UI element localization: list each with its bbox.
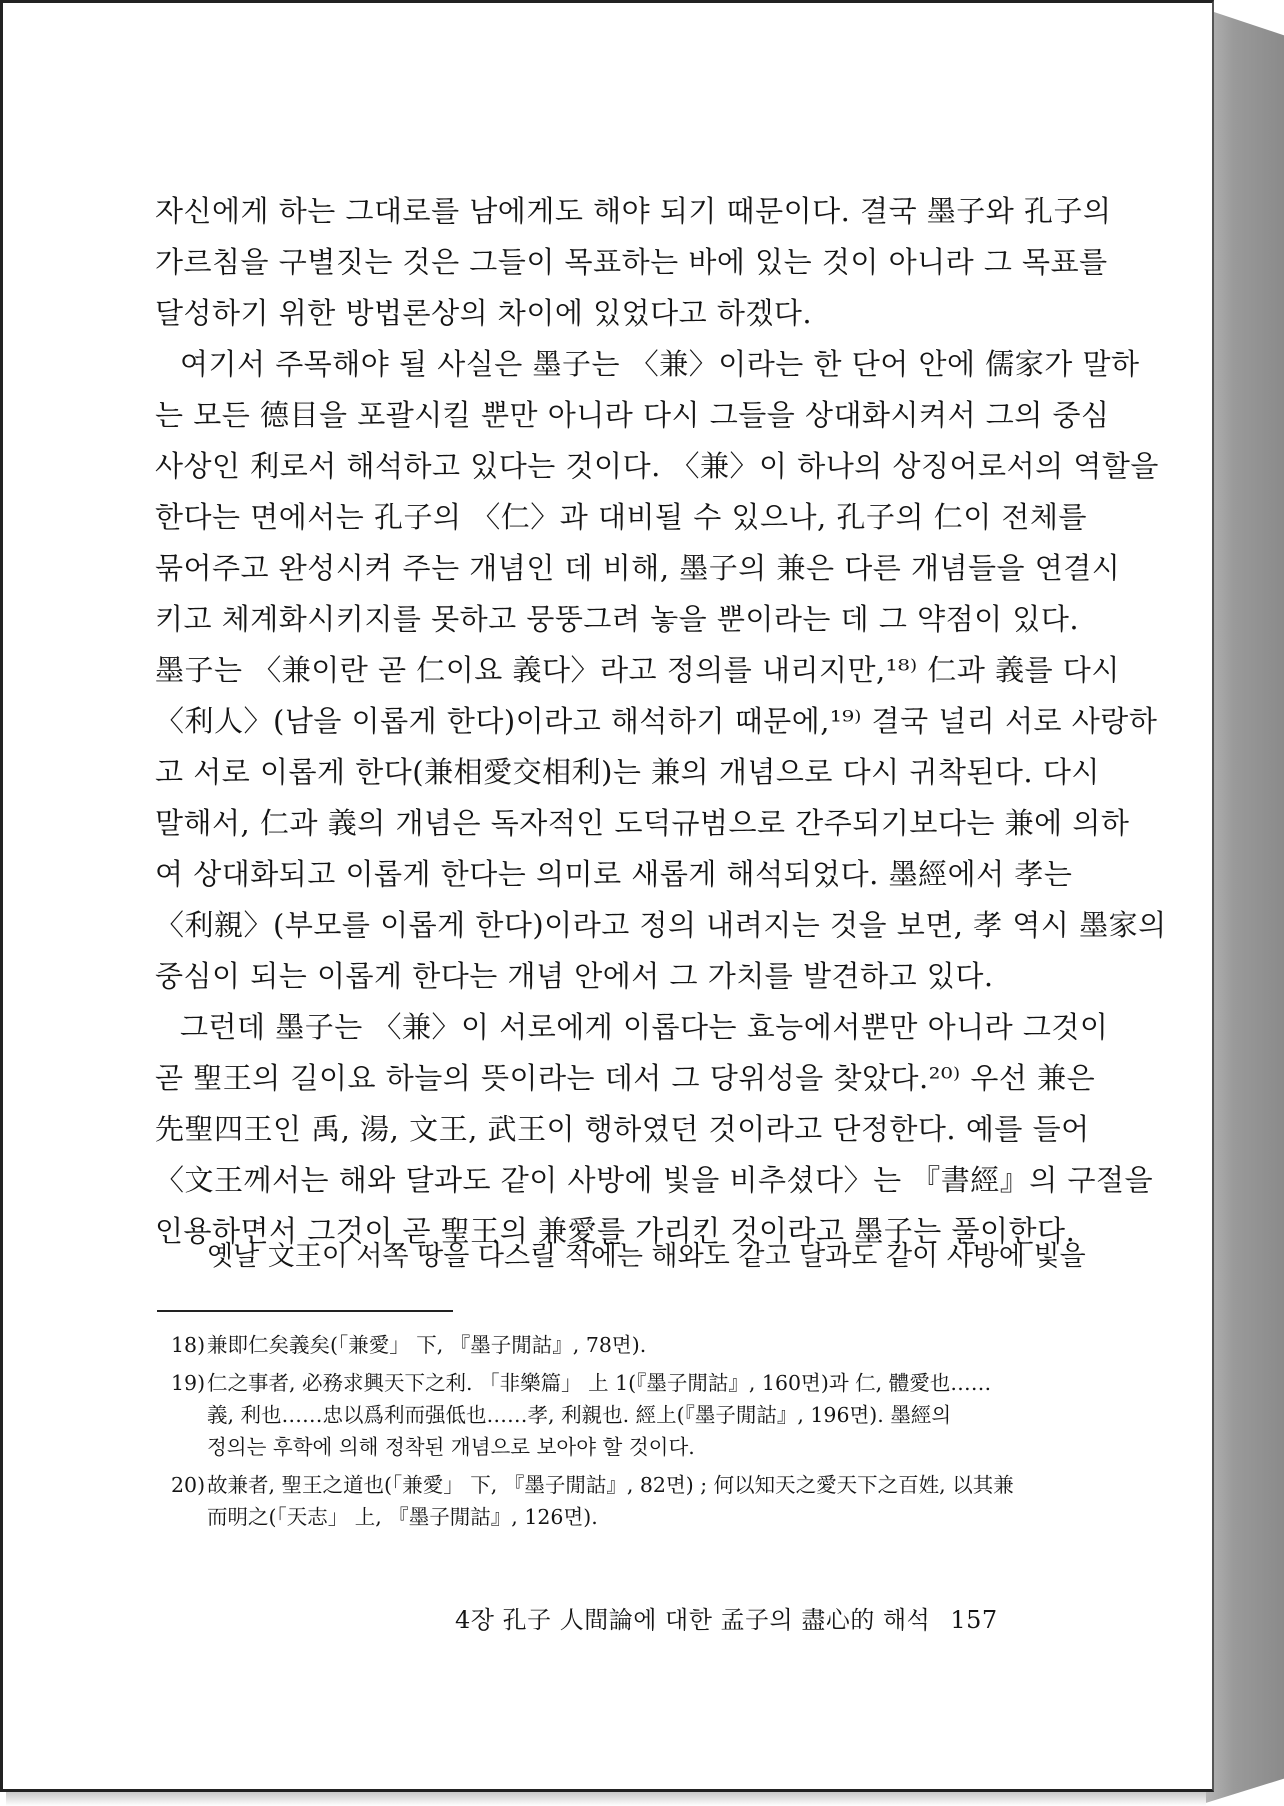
body-line: 〈文王께서는 해와 달과도 같이 사방에 빛을 비추셨다〉는 『書經』의 구절을 [155, 1163, 1154, 1197]
footnote-divider [157, 1310, 453, 1312]
footnote-text: 故兼者, 聖王之道也(「兼愛」 下, 『墨子閒詁』, 82면) ; 何以知天之愛天下之百姓, 以其兼 [207, 1473, 1014, 1497]
body-line: 곧 聖王의 길이요 하늘의 뜻이라는 데서 그 당위성을 찾았다.²⁰⁾ 우선 兼은 [155, 1061, 1096, 1095]
body-line: 사상인 利로서 해석하고 있다는 것이다. 〈兼〉이 하나의 상징어로서의 역할을 [155, 449, 1159, 483]
page-number: 157 [950, 1606, 998, 1634]
body-line: 여 상대화되고 이롭게 한다는 의미로 새롭게 해석되었다. 墨經에서 孝는 [155, 857, 1073, 891]
body-line: 고 서로 이롭게 한다(兼相愛交相利)는 兼의 개념으로 다시 귀착된다. 다시 [155, 755, 1100, 789]
footnote-18 [171, 1329, 1051, 1361]
block-quote-line: 옛날 文王이 서쪽 땅을 다스릴 적에는 해와도 같고 달과도 같이 사방에 빛을 [207, 1241, 1086, 1272]
body-line: 중심이 되는 이롭게 한다는 개념 안에서 그 가치를 발견하고 있다. [155, 959, 994, 993]
body-line: 말해서, 仁과 義의 개념은 독자적인 도덕규범으로 간주되기보다는 兼에 의하 [155, 806, 1130, 840]
footnote-number: 18) [171, 1333, 206, 1357]
body-line: 인용하면서 그것이 곧 聖王의 兼愛를 가리킨 것이라고 墨子는 풀이한다. [155, 1214, 1076, 1248]
body-line: 키고 체계화시키지를 못하고 뭉뚱그려 놓을 뿐이라는 데 그 약점이 있다. [155, 602, 1080, 636]
footnote-text: 정의는 후학에 의해 정착된 개념으로 보아야 할 것이다. [207, 1435, 695, 1459]
chapter-title: 4장 孔子 人間論에 대한 孟子의 盡心的 해석 [455, 1606, 931, 1634]
page-bottom-shadow [6, 1792, 1206, 1806]
footnote-text: 義, 利也……忠以爲利而强低也……孝, 利親也. 經上(『墨子閒詁』, 196면). 墨經의 [207, 1403, 952, 1427]
footnote-text: 仁之事者, 必務求興天下之利. 「非樂篇」 上 1(『墨子閒詁』, 160면)과 仁, 體愛也…… [207, 1371, 992, 1395]
body-line: 先聖四王인 禹, 湯, 文王, 武王이 행하였던 것이라고 단정한다. 예를 들어 [155, 1112, 1090, 1146]
body-line: 墨子는 〈兼이란 곧 仁이요 義다〉라고 정의를 내리지만,¹⁸⁾ 仁과 義를 다시 [155, 653, 1120, 687]
body-line: 그런데 墨子는 〈兼〉이 서로에게 이롭다는 효능에서뿐만 아니라 그것이 [180, 1010, 1109, 1044]
footnote-number: 20) [171, 1473, 206, 1497]
footnote-20 [171, 1469, 1051, 1501]
footnote-text: 兼即仁矣義矣(「兼愛」 下, 『墨子閒詁』, 78면). [207, 1333, 647, 1357]
block-quote [155, 1235, 1086, 1279]
footnotes [171, 1329, 1051, 1533]
body-line: 여기서 주목해야 될 사실은 墨子는 〈兼〉이라는 한 단어 안에 儒家가 말하 [180, 347, 1140, 381]
footnote-number: 19) [171, 1371, 206, 1395]
body-line: 〈利人〉(남을 이롭게 한다)이라고 해석하기 때문에,¹⁹⁾ 결국 널리 서로 사랑하 [155, 704, 1158, 738]
body-line: 가르침을 구별짓는 것은 그들이 목표하는 바에 있는 것이 아니라 그 목표를 [155, 245, 1108, 279]
body-line: 달성하기 위한 방법론상의 차이에 있었다고 하겠다. [155, 296, 813, 330]
running-footer [455, 1603, 1015, 1637]
footnote-text: 而明之(「天志」 上, 『墨子閒詁』, 126면). [207, 1505, 598, 1529]
body-line: 자신에게 하는 그대로를 남에게도 해야 되기 때문이다. 결국 墨子와 孔子의 [155, 194, 1112, 228]
body-line: 는 모든 德目을 포괄시킬 뿐만 아니라 다시 그들을 상대화시켜서 그의 중심 [155, 398, 1110, 432]
footnote-19 [171, 1367, 1051, 1399]
body-line: 묶어주고 완성시켜 주는 개념인 데 비해, 墨子의 兼은 다른 개념들을 연결시 [155, 551, 1121, 585]
body-line: 한다는 면에서는 孔子의 〈仁〉과 대비될 수 있으나, 孔子의 仁이 전체를 [155, 500, 1087, 534]
body-line: 〈利親〉(부모를 이롭게 한다)이라고 정의 내려지는 것을 보면, 孝 역시 墨家의 [155, 908, 1167, 942]
